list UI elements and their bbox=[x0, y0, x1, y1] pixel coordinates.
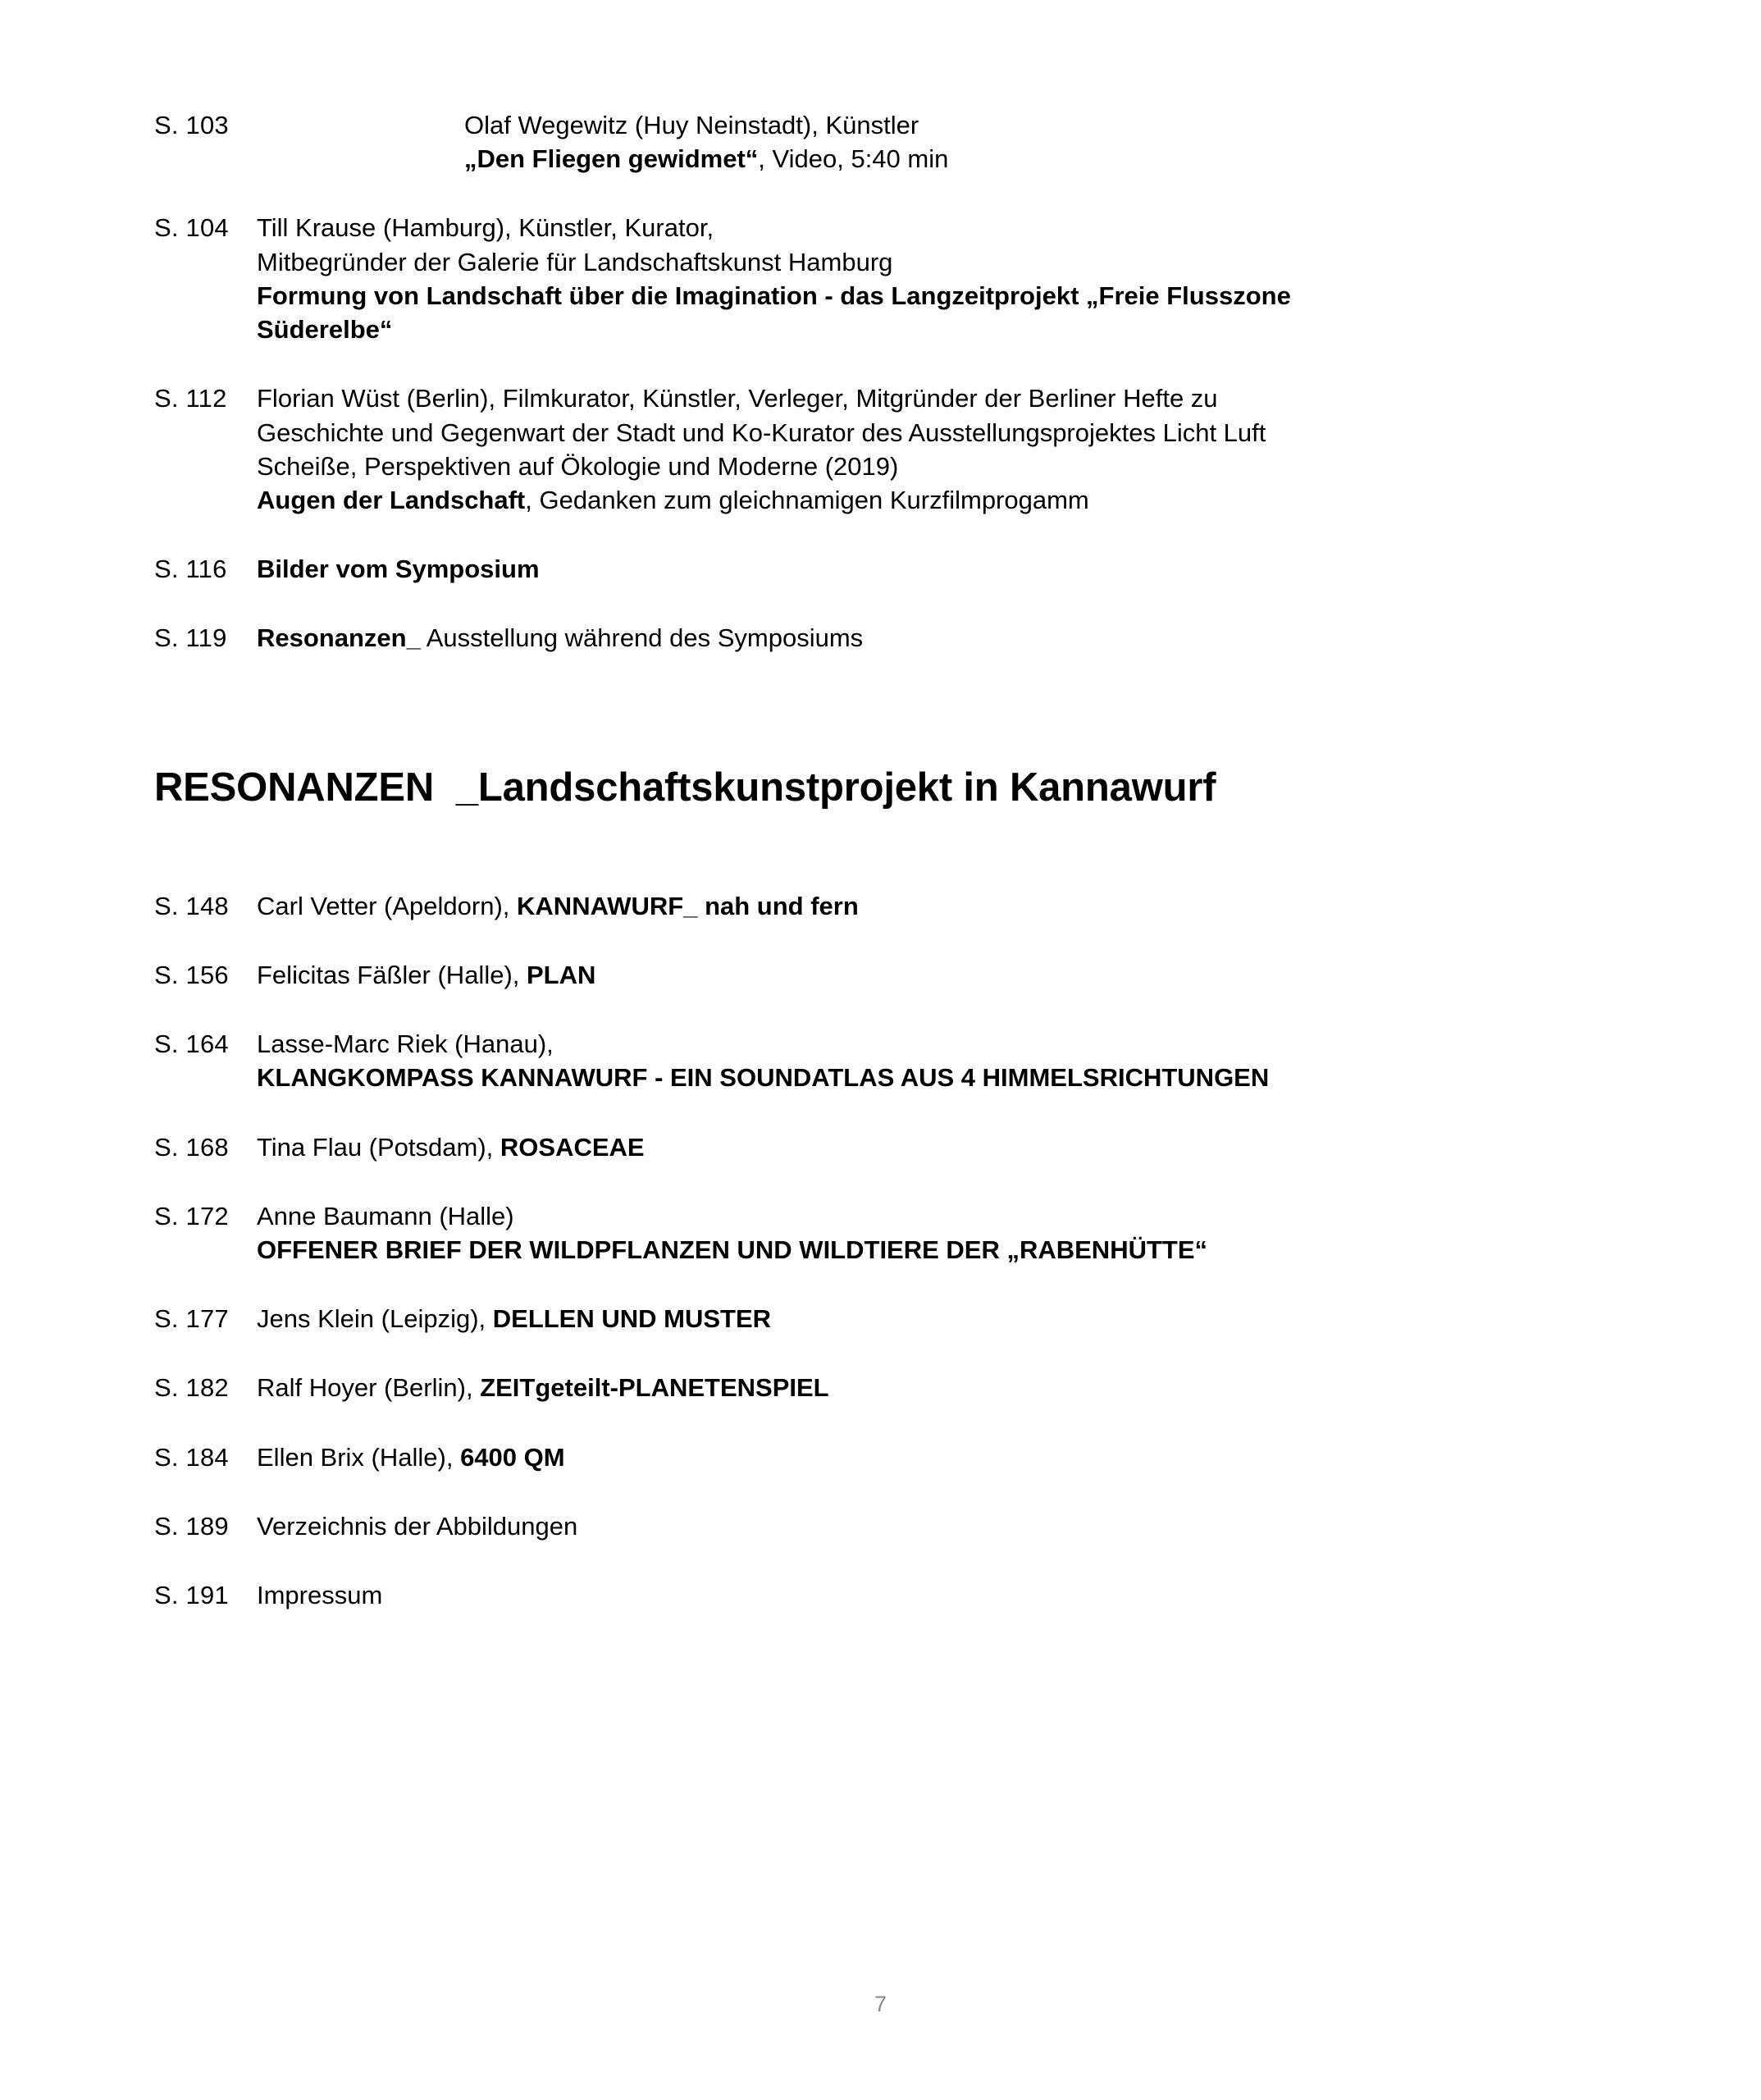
toc-entry-line bbox=[464, 108, 1614, 142]
toc-entry-body bbox=[257, 1199, 1614, 1267]
toc-entry-line bbox=[257, 313, 1614, 346]
toc-entry-page-ref: S. 104 bbox=[154, 213, 229, 243]
toc-entry-page-ref: S. 116 bbox=[154, 555, 227, 584]
toc-entry[interactable] bbox=[154, 211, 1614, 346]
toc-entry-title-bold: ROSACEAE bbox=[500, 1132, 645, 1162]
toc-entry-text: Mitbegründer der Galerie für Landschaftskunst Hamburg bbox=[257, 247, 893, 276]
toc-entry-line bbox=[257, 1027, 1614, 1061]
toc-entry[interactable] bbox=[154, 621, 1614, 655]
toc-entry-title-bold: Süderelbe“ bbox=[257, 315, 393, 345]
toc-entry[interactable] bbox=[154, 381, 1614, 517]
toc-entry[interactable] bbox=[154, 1440, 1614, 1474]
page-content bbox=[154, 108, 1614, 1647]
toc-entry-body bbox=[257, 889, 1614, 923]
toc-entry-line bbox=[257, 958, 1614, 992]
toc-entry-body bbox=[257, 211, 1614, 346]
toc-entry-line bbox=[257, 1509, 1614, 1543]
toc-entry-line bbox=[257, 381, 1614, 415]
toc-entry-title-bold: Resonanzen_ bbox=[257, 623, 421, 653]
toc-entry-title-bold: KLANGKOMPASS KANNAWURF - EIN SOUNDATLAS AUS 4 HIMMELSRICHTUNGEN bbox=[257, 1063, 1270, 1093]
toc-entry-body bbox=[257, 381, 1614, 517]
toc-entry-title-bold: Formung von Landschaft über die Imagination - das Langzeitprojekt „Freie Flusszone bbox=[257, 281, 1291, 310]
toc-entry-line bbox=[257, 1061, 1614, 1094]
toc-entry-text: Impressum bbox=[257, 1581, 383, 1610]
toc-entry-line bbox=[257, 621, 1614, 655]
toc-entry-line bbox=[257, 416, 1614, 450]
toc-entry-page-ref: S. 112 bbox=[154, 384, 227, 413]
section-heading-resonanzen: RESONANZEN _Landschaftskunstprojekt in Kannawurf bbox=[154, 765, 1216, 810]
toc-entry-text: , Gedanken zum gleichnamigen Kurzfilmprogamm bbox=[525, 485, 1089, 514]
toc-entry-line bbox=[257, 552, 1614, 586]
toc-entry-page-ref: S. 191 bbox=[154, 1581, 229, 1610]
toc-entry-title-bold: Bilder vom Symposium bbox=[257, 555, 540, 584]
toc-entry-text: Felicitas Fäßler (Halle), bbox=[257, 960, 527, 989]
toc-section-bottom bbox=[154, 889, 1614, 1613]
toc-entry-page-ref: S. 177 bbox=[154, 1304, 229, 1334]
toc-entry-body bbox=[257, 552, 1614, 586]
toc-entry[interactable] bbox=[154, 1371, 1614, 1404]
toc-entry-line bbox=[257, 889, 1614, 923]
toc-entry-line bbox=[257, 483, 1614, 517]
toc-entry-line bbox=[257, 245, 1614, 279]
toc-entry-line bbox=[257, 211, 1614, 244]
toc-entry-line bbox=[257, 1199, 1614, 1233]
toc-entry-line bbox=[257, 279, 1614, 313]
toc-entry-body bbox=[257, 621, 1614, 655]
toc-entry-line bbox=[257, 1578, 1614, 1612]
toc-entry[interactable] bbox=[154, 1199, 1614, 1267]
toc-section-top bbox=[154, 108, 1614, 655]
toc-entry-text: Ellen Brix (Halle), bbox=[257, 1442, 461, 1472]
toc-entry[interactable] bbox=[154, 108, 1614, 176]
toc-entry-text: Till Krause (Hamburg), Künstler, Kurator, bbox=[257, 213, 714, 243]
page-number: 7 bbox=[874, 1992, 887, 2016]
toc-entry[interactable] bbox=[154, 1578, 1614, 1612]
toc-entry-text: Ausstellung während des Symposiums bbox=[420, 623, 864, 653]
toc-entry-body bbox=[257, 958, 1614, 992]
toc-entry-text: Geschichte und Gegenwart der Stadt und Ko-Kurator des Ausstellungsprojektes Licht Luft bbox=[257, 418, 1266, 447]
toc-entry[interactable] bbox=[154, 958, 1614, 992]
toc-entry-title-bold: „Den Fliegen gewidmet“ bbox=[464, 144, 759, 174]
toc-entry-text: Verzeichnis der Abbildungen bbox=[257, 1511, 578, 1541]
toc-entry-body bbox=[257, 1130, 1614, 1164]
toc-entry-line bbox=[464, 142, 1614, 176]
toc-entry-page-ref: S. 182 bbox=[154, 1373, 229, 1403]
toc-entry-title-bold: KANNAWURF_ nah und fern bbox=[517, 891, 859, 920]
toc-entry-text: , Video, 5:40 min bbox=[758, 144, 949, 174]
toc-entry-page-ref: S. 164 bbox=[154, 1029, 229, 1059]
toc-entry-text: Anne Baumann (Halle) bbox=[257, 1201, 514, 1230]
toc-entry-text: Jens Klein (Leipzig), bbox=[257, 1304, 493, 1334]
toc-entry-page-ref: S. 103 bbox=[154, 111, 229, 139]
toc-entry-body bbox=[257, 1371, 1614, 1404]
toc-entry-text: Tina Flau (Potsdam), bbox=[257, 1132, 500, 1162]
toc-entry[interactable] bbox=[154, 1509, 1614, 1543]
toc-entry[interactable] bbox=[154, 1302, 1614, 1335]
toc-entry-page-ref: S. 172 bbox=[154, 1201, 229, 1230]
toc-entry-line bbox=[257, 1130, 1614, 1164]
toc-entry-page-ref: S. 189 bbox=[154, 1511, 229, 1541]
toc-entry-line bbox=[257, 1440, 1614, 1474]
toc-entry-title-bold: ZEITgeteilt-PLANETENSPIEL bbox=[480, 1373, 829, 1403]
toc-entry-page-ref: S. 148 bbox=[154, 891, 229, 920]
toc-entry-title-bold: Augen der Landschaft bbox=[257, 485, 526, 514]
toc-entry-page-ref: S. 168 bbox=[154, 1132, 229, 1162]
toc-entry-title-bold: DELLEN UND MUSTER bbox=[492, 1304, 772, 1334]
toc-entry-body bbox=[257, 1509, 1614, 1543]
toc-entry-body bbox=[257, 1578, 1614, 1612]
toc-entry-body bbox=[257, 1440, 1614, 1474]
toc-entry-text: Carl Vetter (Apeldorn), bbox=[257, 891, 518, 920]
toc-entry-title-bold: 6400 QM bbox=[460, 1442, 565, 1472]
toc-entry-text: Florian Wüst (Berlin), Filmkurator, Künstler, Verleger, Mitgründer der Berliner Hefte zu bbox=[257, 384, 1218, 413]
toc-entry-page-ref: S. 184 bbox=[154, 1442, 229, 1472]
toc-entry-page-ref: S. 119 bbox=[154, 623, 227, 653]
toc-entry-text: Scheiße, Perspektiven auf Ökologie und Moderne (2019) bbox=[257, 451, 899, 481]
toc-entry-line bbox=[257, 1371, 1614, 1404]
toc-entry-line bbox=[257, 450, 1614, 483]
toc-entry-line bbox=[257, 1302, 1614, 1335]
toc-entry[interactable] bbox=[154, 1027, 1614, 1094]
toc-entry[interactable] bbox=[154, 1130, 1614, 1164]
toc-entry-text: Lasse-Marc Riek (Hanau), bbox=[257, 1029, 554, 1059]
toc-entry-body bbox=[464, 108, 1614, 176]
toc-entry[interactable] bbox=[154, 552, 1614, 586]
toc-entry-body bbox=[257, 1027, 1614, 1094]
toc-entry-text: Olaf Wegewitz (Huy Neinstadt), Künstler bbox=[464, 111, 919, 139]
toc-entry-body bbox=[257, 1302, 1614, 1335]
toc-entry-text: Ralf Hoyer (Berlin), bbox=[257, 1373, 481, 1403]
toc-entry-line bbox=[257, 1233, 1614, 1267]
toc-entry[interactable] bbox=[154, 889, 1614, 923]
toc-entry-title-bold: PLAN bbox=[527, 960, 596, 989]
toc-entry-title-bold: OFFENER BRIEF DER WILDPFLANZEN UND WILDTIERE DER „RABENHÜTTE“ bbox=[257, 1235, 1208, 1264]
toc-entry-page-ref: S. 156 bbox=[154, 960, 229, 989]
